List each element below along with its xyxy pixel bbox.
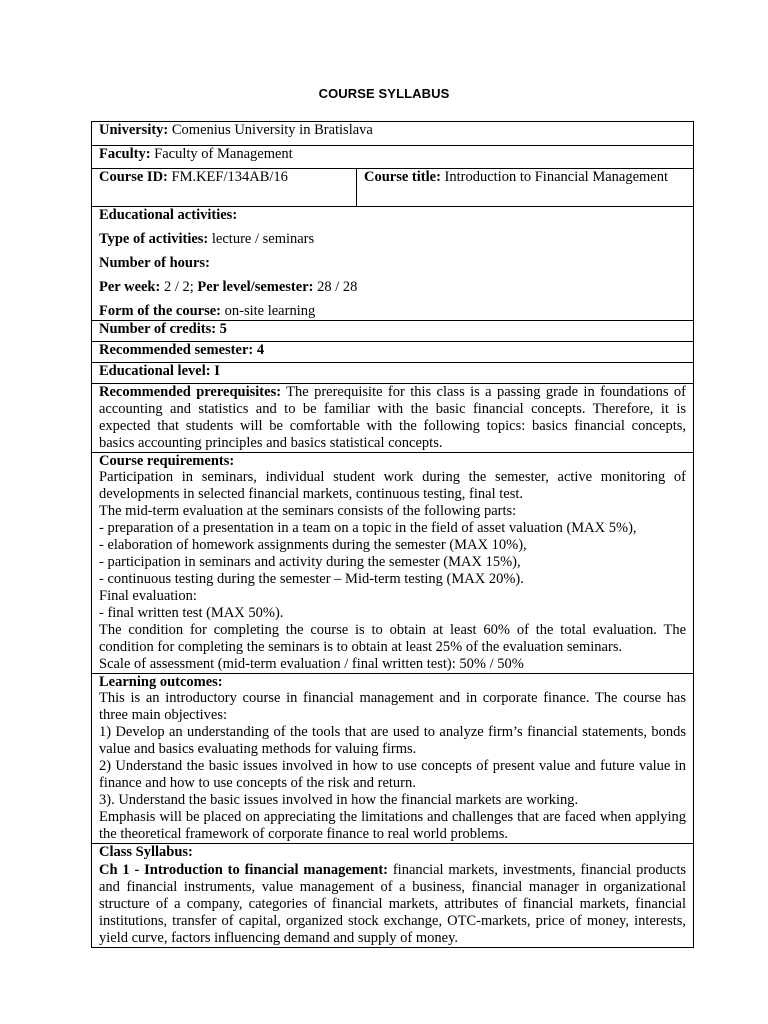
university-row xyxy=(92,122,694,146)
prerequisites-text: The prerequisite for this class is a passing grade in foundations of accounting and statistics and to be familiar with the basic financial concepts. Therefore, it is expected that students will be comfortable with the following topics: basics financial concepts, basics accounting principles and basics statistical concepts. xyxy=(99,384,687,451)
faculty-value: Faculty of Management xyxy=(154,146,293,162)
course-id-cell xyxy=(92,169,357,207)
outcomes-line: 1) Develop an understanding of the tools that are used to analyze firm’s financial statements, bonds value and basics evaluating methods for valuing firms. xyxy=(99,724,687,757)
class-syllabus-row xyxy=(92,844,694,948)
chapter-1-label: Ch 1 - Introduction to financial management: xyxy=(99,862,388,878)
faculty-label: Faculty: xyxy=(99,146,151,162)
prerequisites-row xyxy=(92,384,694,453)
learning-outcomes-row xyxy=(92,674,694,844)
requirements-line: - elaboration of homework assignments during the semester (MAX 10%), xyxy=(99,537,527,553)
requirements-line: - preparation of a presentation in a team on a topic in the field of asset valuation (MAX 5%), xyxy=(99,520,637,536)
requirements-line: - continuous testing during the semester – Mid-term testing (MAX 20%). xyxy=(99,571,524,587)
educational-activities-heading: Educational activities: xyxy=(99,207,238,223)
educational-level: Educational level: I xyxy=(92,363,694,384)
per-week-line: Per week: 2 / 2; Per level/semester: 28 / 28 xyxy=(99,279,358,295)
prerequisites-label: Recommended prerequisites: xyxy=(99,384,282,400)
chapter-1-text: financial markets, investments, financial products and financial instruments, value management of a business, financial manager in organizational structure of a company, categories of financial markets, attributes of financial markets, financial institutions, transfer of capital, organized stock exchange, OTC-markets, price of money, interests, yield curve, factors influencing demand and supply of money. xyxy=(99,862,687,946)
requirements-row xyxy=(92,453,694,674)
semester-row xyxy=(92,342,694,363)
recommended-semester: Recommended semester: 4 xyxy=(92,342,694,363)
number-of-hours-heading: Number of hours: xyxy=(99,255,210,271)
outcomes-line: 2) Understand the basic issues involved in how to use concepts of present value and future value in finance and how to use concepts of the risk and return. xyxy=(99,758,687,791)
requirements-line: - participation in seminars and activity during the semester (MAX 15%), xyxy=(99,554,521,570)
level-row xyxy=(92,363,694,384)
faculty-row xyxy=(92,146,694,169)
page-title: COURSE SYLLABUS xyxy=(318,86,450,101)
credits-row xyxy=(92,321,694,342)
form-of-course: Form of the course: on-site learning xyxy=(99,303,316,319)
learning-outcomes-label: Learning outcomes: xyxy=(99,674,223,690)
outcomes-line: This is an introductory course in financial management and in corporate finance. The course has three main objectives: xyxy=(99,690,687,723)
course-row xyxy=(92,169,694,207)
requirements-line: - final written test (MAX 50%). xyxy=(99,605,284,621)
course-id-value: FM.KEF/134AB/16 xyxy=(171,169,288,185)
requirements-line: Scale of assessment (mid-term evaluation / final written test): 50% / 50% xyxy=(99,656,524,672)
requirements-label: Course requirements: xyxy=(99,453,235,469)
university-value: Comenius University in Bratislava xyxy=(171,122,373,138)
course-title-label: Course title: xyxy=(364,169,441,185)
university-label: University: xyxy=(99,122,169,138)
course-title-value: Introduction to Financial Management xyxy=(444,169,669,185)
requirements-line: The mid-term evaluation at the seminars consists of the following parts: xyxy=(99,503,517,519)
course-id-label: Course ID: xyxy=(99,169,168,185)
outcomes-line: 3). Understand the basic issues involved in how the financial markets are working. xyxy=(99,792,579,808)
requirements-line: Final evaluation: xyxy=(99,588,197,604)
syllabus-table xyxy=(91,121,694,948)
requirements-line: Participation in seminars, individual student work during the semester, active monitoring of developments in selected financial markets, continuous testing, final test. xyxy=(99,469,687,502)
outcomes-line: Emphasis will be placed on appreciating the limitations and challenges that are faced when applying the theoretical framework of corporate finance to real world problems. xyxy=(99,809,687,842)
number-of-credits: Number of credits: 5 xyxy=(92,321,694,342)
type-of-activities: Type of activities: lecture / seminars xyxy=(99,231,315,247)
class-syllabus-label: Class Syllabus: xyxy=(99,844,193,860)
requirements-line: The condition for completing the course is to obtain at least 60% of the total evaluation. The condition for completing the seminars is to obtain at least 25% of the evaluation seminars. xyxy=(99,622,687,655)
course-title-cell xyxy=(357,169,694,207)
educational-activities-row xyxy=(92,207,694,321)
